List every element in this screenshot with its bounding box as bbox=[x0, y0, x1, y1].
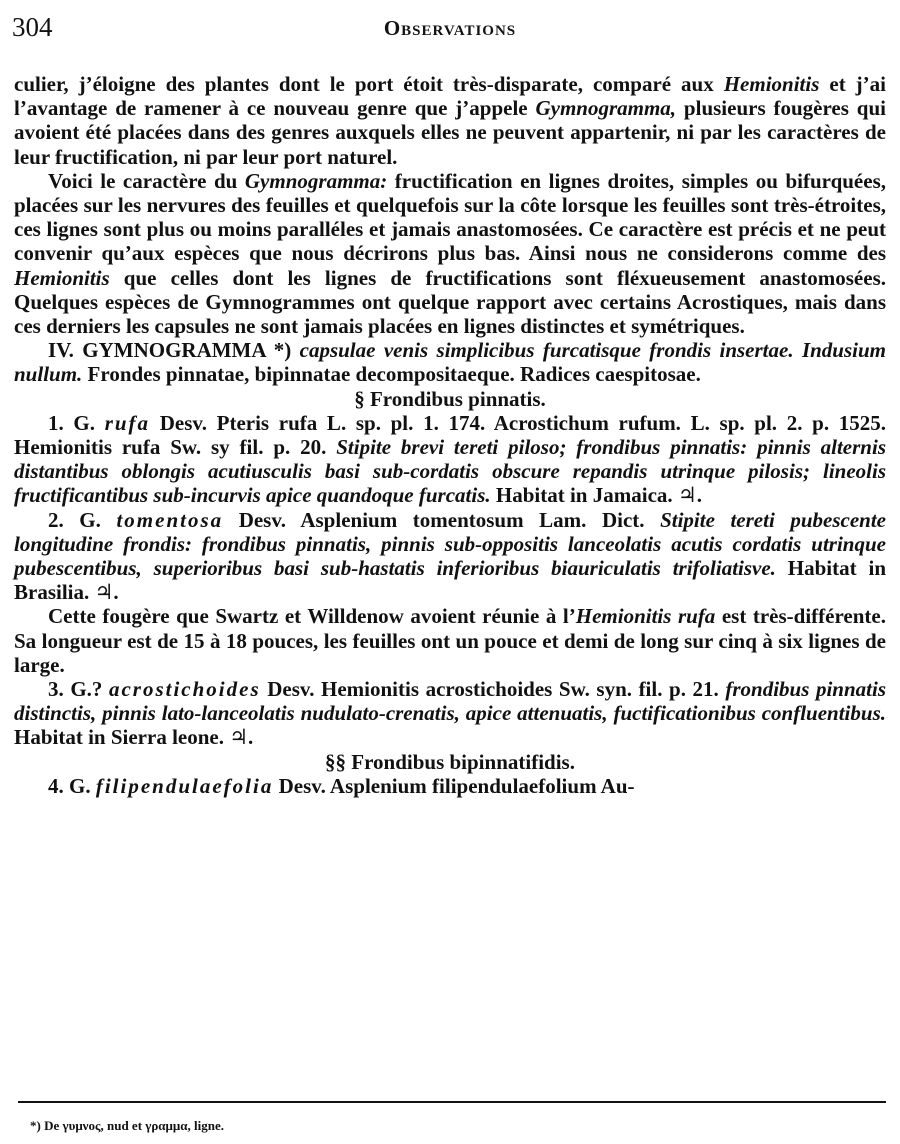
genus-description: IV. GYMNOGRAMMA *) capsulae venis simplicibus furcatisque frondis insertae. Indusium nullum. Frondes pinnatae, bipinnatae decompositaeque. Radices caespitosae. bbox=[14, 338, 886, 387]
section-heading-2: §§ Frondibus bipinnatifidis. bbox=[325, 749, 575, 774]
species-4: 4. G. filipendulaefolia Desv. Asplenium filipendulaefolium Au- bbox=[48, 773, 635, 798]
paragraph-2: Voici le caractère du Gymnogramma: fructification en lignes droites, simples ou bifurquées, placées sur les nervures des feuilles et quelquefois sur la côte lorsque les feuilles sont très-étroites, ces lignes sont plus ou moins paralléles et jamais anastomosées. Ce caractère est précis et ne peut convenir qu’aux espèces que nous décrirons plus bas. Ainsi nous ne considerons comme des Hemionitis que celles dont les lignes de fructifications sont fléxueusement anastomosées. Quelques espèces de Gymnogrammes ont quelque rapport avec certains Acrostiques, mais dans ces derniers les capsules ne sont jamais placées en lignes distinctes et symétriques. bbox=[14, 168, 886, 339]
body-text bbox=[14, 72, 886, 798]
running-head: Observations bbox=[383, 16, 517, 40]
species-1: 1. G. rufa Desv. Pteris rufa L. sp. pl. 1. 174. Acrostichum rufum. L. sp. pl. 2. p. 1525. Hemionitis rufa Sw. sy fil. p. 20. Stipite brevi tereti piloso; frondibus pinnatis: pinnis alternis distantibus oblongis acutiusculis basi sub-cordatis obscure repandis utrinque pilosis; lineolis fructificantibus sub-incurvis apice quandoque furcatis. Habitat in Jamaica. ♃. bbox=[14, 410, 886, 508]
species-2-note: Cette fougère que Swartz et Willdenow avoient réunie à l’Hemionitis rufa est très-différente. Sa longueur est de 15 à 18 pouces, les feuilles ont un pouce et demi de long sur cinq à six lignes de large. bbox=[14, 604, 886, 677]
footnote: *) De γυμνος, nud et γραμμα, ligne. bbox=[30, 1118, 225, 1133]
page-header bbox=[10, 10, 890, 46]
page-number: 304 bbox=[12, 12, 53, 42]
species-3: 3. G.? acrostichoides Desv. Hemionitis acrostichoides Sw. syn. fil. p. 21. frondibus pinnatis distinctis, pinnis lato-lanceolatis nudulato-crenatis, apice attenuatis, fuctificationibus confluentibus. Habitat in Sierra leone. ♃. bbox=[14, 677, 886, 750]
section-heading-1: § Frondibus pinnatis. bbox=[354, 386, 546, 411]
paragraph-1: culier, j’éloigne des plantes dont le port étoit très-disparate, comparé aux Hemionitis et j’ai l’avantage de ramener à ce nouveau genre que j’appele Gymnogramma, plusieurs fougères qui avoient été placées dans des genres auxquels elles ne peuvent appartenir, ni par les caractères de leur fructification, ni par leur port naturel. bbox=[14, 72, 886, 169]
species-2: 2. G. tomentosa Desv. Asplenium tomentosum Lam. Dict. Stipite tereti pubescente longitudine frondis: frondibus pinnatis, pinnis sub-oppositis lanceolatis acutis cordatis utrinque pubescentibus, superioribus basi sub-hastatis inferioribus biauriculatis trifoliatisve. Habitat in Brasilia. ♃. bbox=[14, 507, 886, 605]
footnote-rule bbox=[18, 1101, 886, 1103]
